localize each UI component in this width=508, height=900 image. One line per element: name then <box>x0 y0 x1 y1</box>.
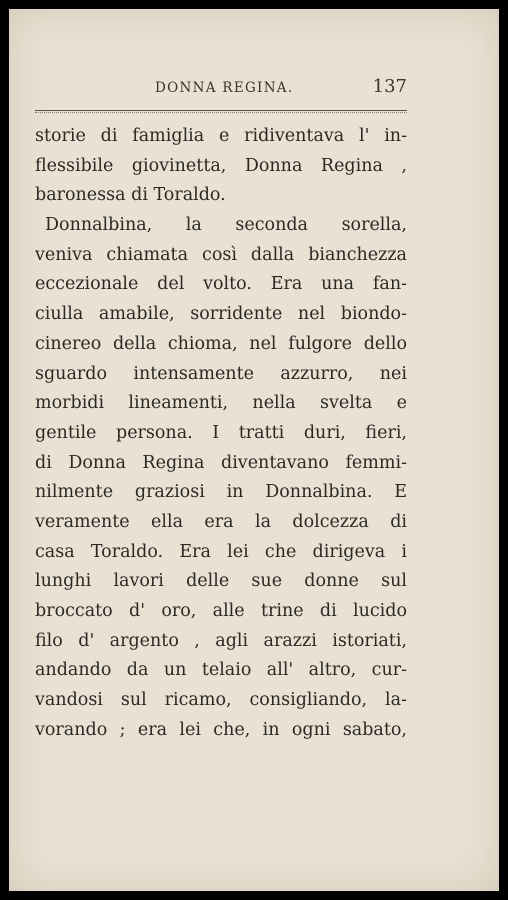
body-text <box>35 122 407 745</box>
text-line: flessibile giovinetta, Donna Regina , <box>35 155 407 176</box>
header-rule <box>35 110 407 113</box>
page-number: 137 <box>372 76 407 97</box>
text-line: storie di famiglia e ridiventava l' in- <box>35 126 407 146</box>
text-line: casa Toraldo. Era lei che dirigeva i <box>35 541 407 562</box>
text-line: gentile persona. I tratti duri, fieri, <box>35 422 407 443</box>
text-line: nilmente graziosi in Donnalbina. E <box>35 482 407 503</box>
text-line: di Donna Regina diventavano femmi- <box>35 452 407 473</box>
text-line: lunghi lavori delle sue donne sul <box>35 571 407 592</box>
text-line: filo d' argento , agli arazzi istoriati, <box>35 630 407 651</box>
text-line: veniva chiamata così dalla bianchezza <box>35 244 407 265</box>
running-head-title: DONNA REGINA. <box>155 80 294 96</box>
text-line: Donnalbina, la seconda sorella, <box>45 215 407 236</box>
text-line: ciulla amabile, sorridente nel biondo- <box>35 304 407 325</box>
text-line: veramente ella era la dolcezza di <box>35 511 407 532</box>
text-line: andando da un telaio all' altro, cur- <box>35 660 407 681</box>
running-head <box>35 72 407 104</box>
text-line: baronessa di Toraldo. <box>35 185 226 206</box>
text-line: vorando ; era lei che, in ogni sabato, <box>35 719 407 740</box>
text-line: eccezionale del volto. Era una fan- <box>35 274 407 295</box>
text-line: cinereo della chioma, nel fulgore dello <box>35 333 407 354</box>
text-line: vandosi sul ricamo, consigliando, la- <box>35 690 407 711</box>
text-line: morbidi lineamenti, nella svelta e <box>35 393 407 414</box>
text-line: broccato d' oro, alle trine di lucido <box>35 601 407 621</box>
text-line: sguardo intensamente azzurro, nei <box>35 363 407 384</box>
